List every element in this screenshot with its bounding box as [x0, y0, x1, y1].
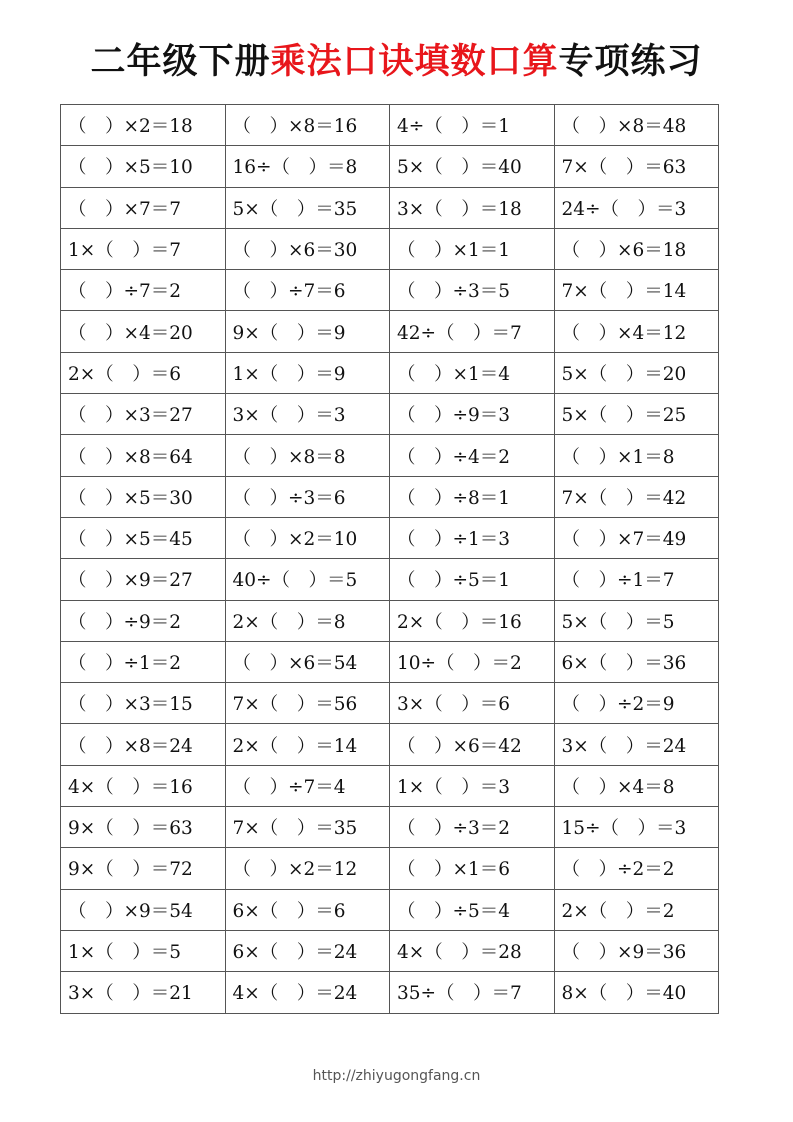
exercise-cell[interactable]: 7×（ ）＝63 [554, 146, 719, 187]
exercise-cell[interactable]: 5×（ ）＝5 [554, 600, 719, 641]
exercise-cell[interactable]: 7×（ ）＝42 [554, 476, 719, 517]
exercise-cell[interactable]: 3×（ ）＝24 [554, 724, 719, 765]
exercise-cell[interactable]: （ ）÷3＝5 [390, 270, 555, 311]
exercise-table-body [61, 105, 719, 1014]
exercise-cell[interactable]: 8×（ ）＝40 [554, 972, 719, 1013]
exercise-cell[interactable]: （ ）×8＝48 [554, 105, 719, 146]
exercise-table [60, 104, 719, 1014]
exercise-cell[interactable]: （ ）×9＝36 [554, 930, 719, 971]
exercise-cell[interactable]: （ ）×9＝54 [61, 889, 226, 930]
table-row [61, 972, 719, 1013]
exercise-cell[interactable]: （ ）÷3＝6 [225, 476, 390, 517]
exercise-cell[interactable]: 1×（ ）＝3 [390, 765, 555, 806]
exercise-cell[interactable]: 3×（ ）＝6 [390, 683, 555, 724]
table-row [61, 187, 719, 228]
title-practice: 专项练习 [558, 42, 703, 82]
exercise-cell[interactable]: （ ）×2＝10 [225, 517, 390, 558]
exercise-cell[interactable]: （ ）×1＝1 [390, 228, 555, 269]
exercise-cell[interactable]: 2×（ ）＝8 [225, 600, 390, 641]
exercise-cell[interactable]: （ ）×9＝27 [61, 559, 226, 600]
exercise-cell[interactable]: （ ）×6＝30 [225, 228, 390, 269]
table-row [61, 724, 719, 765]
exercise-cell[interactable]: （ ）×2＝12 [225, 848, 390, 889]
exercise-cell[interactable]: 3×（ ）＝21 [61, 972, 226, 1013]
title-grade: 二年级下册 [90, 42, 271, 82]
table-row [61, 394, 719, 435]
exercise-cell[interactable]: （ ）÷1＝7 [554, 559, 719, 600]
exercise-cell[interactable]: 7×（ ）＝14 [554, 270, 719, 311]
table-row [61, 352, 719, 393]
exercise-cell[interactable]: 4×（ ）＝24 [225, 972, 390, 1013]
exercise-cell[interactable]: （ ）÷2＝9 [554, 683, 719, 724]
table-row [61, 517, 719, 558]
exercise-cell[interactable]: 5×（ ）＝35 [225, 187, 390, 228]
table-row [61, 311, 719, 352]
exercise-cell[interactable]: （ ）÷1＝3 [390, 517, 555, 558]
exercise-cell[interactable]: （ ）×3＝15 [61, 683, 226, 724]
exercise-cell[interactable]: 2×（ ）＝6 [61, 352, 226, 393]
exercise-cell[interactable]: （ ）×7＝49 [554, 517, 719, 558]
exercise-cell[interactable]: 5×（ ）＝20 [554, 352, 719, 393]
exercise-cell[interactable]: （ ）×5＝10 [61, 146, 226, 187]
exercise-cell[interactable]: （ ）×7＝7 [61, 187, 226, 228]
exercise-cell[interactable]: 3×（ ）＝18 [390, 187, 555, 228]
exercise-cell[interactable]: （ ）×5＝30 [61, 476, 226, 517]
exercise-cell[interactable]: 15÷（ ）＝3 [554, 807, 719, 848]
table-row [61, 807, 719, 848]
exercise-cell[interactable]: 7×（ ）＝35 [225, 807, 390, 848]
table-row [61, 559, 719, 600]
exercise-cell[interactable]: （ ）÷7＝2 [61, 270, 226, 311]
exercise-cell[interactable]: （ ）÷5＝1 [390, 559, 555, 600]
exercise-cell[interactable]: （ ）÷9＝2 [61, 600, 226, 641]
table-row [61, 435, 719, 476]
table-row [61, 228, 719, 269]
exercise-cell[interactable]: 2×（ ）＝16 [390, 600, 555, 641]
footer-url: http://zhiyugongfang.cn [312, 1068, 481, 1084]
exercise-cell[interactable]: （ ）×6＝42 [390, 724, 555, 765]
table-row [61, 270, 719, 311]
exercise-cell[interactable]: （ ）÷2＝2 [554, 848, 719, 889]
exercise-cell[interactable]: 10÷（ ）＝2 [390, 641, 555, 682]
exercise-cell[interactable]: （ ）×4＝20 [61, 311, 226, 352]
exercise-cell[interactable]: （ ）÷3＝2 [390, 807, 555, 848]
exercise-cell[interactable]: 42÷（ ）＝7 [390, 311, 555, 352]
exercise-cell[interactable]: 6×（ ）＝36 [554, 641, 719, 682]
title-topic: 乘法口诀填数口算 [270, 42, 559, 82]
table-row [61, 641, 719, 682]
table-row [61, 848, 719, 889]
exercise-cell[interactable]: （ ）×8＝8 [225, 435, 390, 476]
exercise-cell[interactable]: 35÷（ ）＝7 [390, 972, 555, 1013]
table-row [61, 146, 719, 187]
exercise-cell[interactable]: （ ）÷9＝3 [390, 394, 555, 435]
exercise-cell[interactable]: 1×（ ）＝5 [61, 930, 226, 971]
exercise-cell[interactable]: 1×（ ）＝7 [61, 228, 226, 269]
exercise-cell[interactable]: （ ）×4＝8 [554, 765, 719, 806]
exercise-cell[interactable]: （ ）×6＝18 [554, 228, 719, 269]
exercise-cell[interactable]: （ ）÷5＝4 [390, 889, 555, 930]
exercise-cell[interactable]: （ ）÷7＝4 [225, 765, 390, 806]
exercise-cell[interactable]: （ ）÷7＝6 [225, 270, 390, 311]
exercise-cell[interactable]: 24÷（ ）＝3 [554, 187, 719, 228]
exercise-cell[interactable]: （ ）×1＝4 [390, 352, 555, 393]
table-row [61, 765, 719, 806]
exercise-cell[interactable]: （ ）×2＝18 [61, 105, 226, 146]
exercise-cell[interactable]: 40÷（ ）＝5 [225, 559, 390, 600]
exercise-cell[interactable]: （ ）×6＝54 [225, 641, 390, 682]
table-row [61, 600, 719, 641]
exercise-cell[interactable]: （ ）×8＝16 [225, 105, 390, 146]
exercise-cell[interactable]: 7×（ ）＝56 [225, 683, 390, 724]
exercise-cell[interactable]: 2×（ ）＝14 [225, 724, 390, 765]
exercise-cell[interactable]: 9×（ ）＝9 [225, 311, 390, 352]
table-row [61, 683, 719, 724]
exercise-cell[interactable]: （ ）×5＝45 [61, 517, 226, 558]
exercise-cell[interactable]: 2×（ ）＝2 [554, 889, 719, 930]
table-row [61, 889, 719, 930]
exercise-cell[interactable]: （ ）×8＝64 [61, 435, 226, 476]
exercise-cell[interactable]: 6×（ ）＝24 [225, 930, 390, 971]
exercise-cell[interactable]: （ ）×3＝27 [61, 394, 226, 435]
exercise-cell[interactable]: （ ）×4＝12 [554, 311, 719, 352]
exercise-cell[interactable]: 1×（ ）＝9 [225, 352, 390, 393]
page-title [0, 38, 793, 86]
exercise-cell[interactable]: （ ）×1＝6 [390, 848, 555, 889]
exercise-cell[interactable]: 4×（ ）＝28 [390, 930, 555, 971]
exercise-cell[interactable]: （ ）×8＝24 [61, 724, 226, 765]
exercise-cell[interactable]: 3×（ ）＝3 [225, 394, 390, 435]
exercise-cell[interactable]: （ ）÷1＝2 [61, 641, 226, 682]
exercise-cell[interactable]: 5×（ ）＝25 [554, 394, 719, 435]
exercise-cell[interactable]: 6×（ ）＝6 [225, 889, 390, 930]
exercise-cell[interactable]: （ ）×1＝8 [554, 435, 719, 476]
exercise-cell[interactable]: 4×（ ）＝16 [61, 765, 226, 806]
exercise-cell[interactable]: （ ）÷4＝2 [390, 435, 555, 476]
exercise-cell[interactable]: （ ）÷8＝1 [390, 476, 555, 517]
table-row [61, 930, 719, 971]
exercise-cell[interactable]: 4÷（ ）＝1 [390, 105, 555, 146]
table-row [61, 105, 719, 146]
table-row [61, 476, 719, 517]
exercise-cell[interactable]: 9×（ ）＝72 [61, 848, 226, 889]
exercise-cell[interactable]: 16÷（ ）＝8 [225, 146, 390, 187]
exercise-cell[interactable]: 9×（ ）＝63 [61, 807, 226, 848]
exercise-cell[interactable]: 5×（ ）＝40 [390, 146, 555, 187]
